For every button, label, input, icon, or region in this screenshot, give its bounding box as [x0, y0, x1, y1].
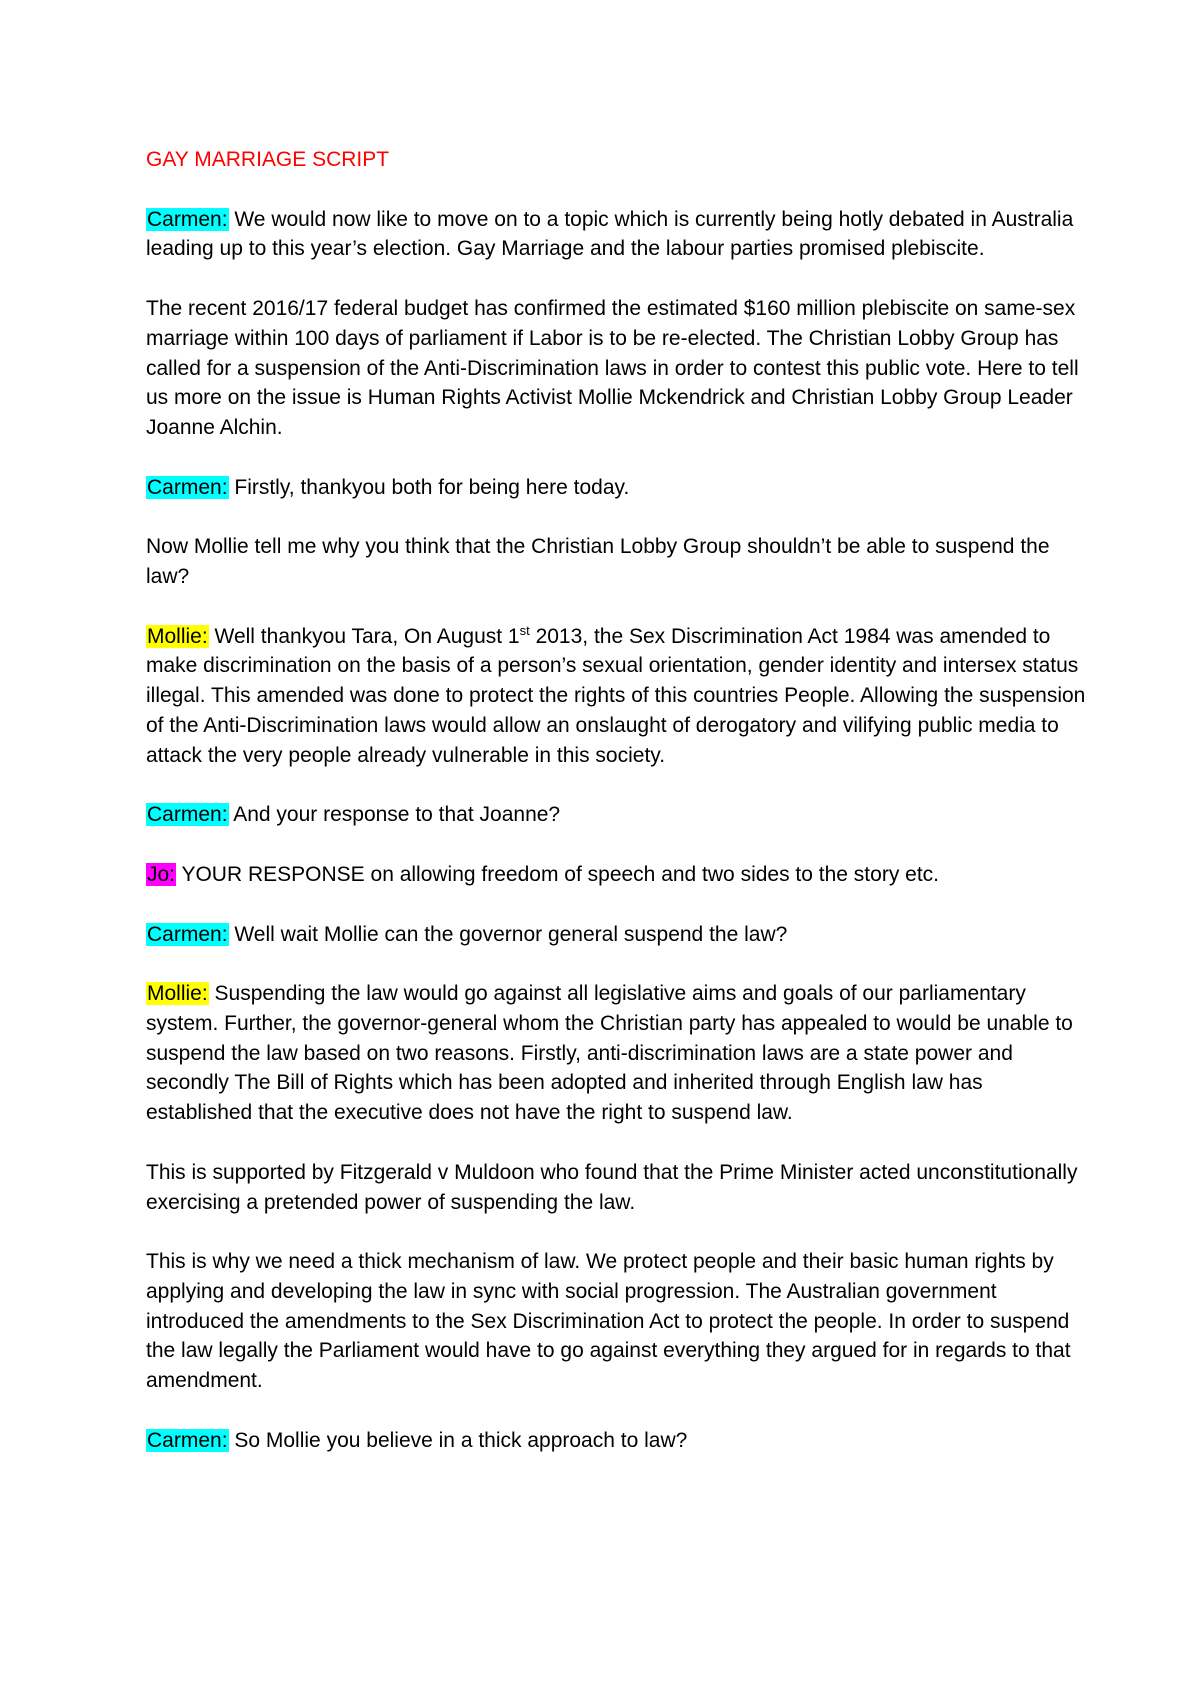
paragraph-10: This is supported by Fitzgerald v Muldoon who found that the Prime Minister acted unconstitutionally exercising a pretended power of suspending the law. [146, 1160, 1078, 1214]
paragraph-text: Well thankyou Tara, On August 1 [208, 624, 520, 648]
paragraph-text: Suspending the law would go against all legislative aims and goals of our parliamentary system. Further, the governor-general whom the Christian party has appealed to would be unable to suspend the law based on two reasons. Firstly, anti-discrimination laws are a state power and secondly The Bill of Rights which has been adopted and inherited through English law has established that the executive does not have the right to suspend law. [146, 982, 1073, 1125]
paragraph-text: So Mollie you believe in a thick approach to law? [228, 1428, 688, 1452]
paragraph-text: Well wait Mollie can the governor general suspend the law? [228, 922, 788, 946]
paragraph-4: Now Mollie tell me why you think that the Christian Lobby Group shouldn’t be able to suspend the law? [146, 535, 1050, 589]
paragraph-9 [146, 979, 1086, 1128]
paragraph-1 [146, 205, 1086, 264]
document-title: GAY MARRIAGE SCRIPT [146, 148, 390, 171]
speaker-label-carmen: Carmen: [147, 803, 228, 827]
speaker-label-carmen: Carmen: [147, 475, 228, 499]
speaker-label-carmen: Carmen: [147, 1428, 228, 1452]
ordinal-suffix: st [519, 622, 530, 638]
paragraph-5 [146, 622, 1086, 771]
paragraph-3 [146, 473, 1086, 503]
paragraph-text: And your response to that Joanne? [228, 803, 561, 827]
paragraph-text: 2013, the Sex Discrimination Act 1984 was amended to make discrimination on the basis of a person’s sexual orientation, gender identity and intersex status illegal. This amended was done to protect the rights of this countries People. Allowing the suspension of the Anti-Discrimination laws would allow an onslaught of derogatory and vilifying public media to attack the very people already vulnerable in this society. [146, 624, 1086, 767]
speaker-label-mollie: Mollie: [147, 624, 208, 648]
paragraph-text: Firstly, thankyou both for being here today. [228, 475, 630, 499]
paragraph-7 [146, 860, 1086, 890]
paragraph-text: We would now like to move on to a topic which is currently being hotly debated in Australia leading up to this year’s election. Gay Marriage and the labour parties promised plebiscite. [146, 207, 1074, 261]
speaker-label-mollie: Mollie: [147, 982, 208, 1006]
speaker-label-jo: Jo: [147, 862, 176, 886]
speaker-label-carmen: Carmen: [147, 207, 228, 231]
paragraph-12 [146, 1426, 1086, 1456]
paragraph-8 [146, 920, 1086, 950]
paragraph-text: YOUR RESPONSE on allowing freedom of speech and two sides to the story etc. [176, 862, 939, 886]
speaker-label-carmen: Carmen: [147, 922, 228, 946]
paragraph-11: This is why we need a thick mechanism of law. We protect people and their basic human rights by applying and developing the law in sync with social progression. The Australian government introduced the amendments to the Sex Discrimination Act to protect the people. In order to suspend the law legally the Parliament would have to go against everything they argued for in regards to that amendment. [146, 1250, 1071, 1393]
document-page [146, 145, 1086, 1486]
paragraph-2: The recent 2016/17 federal budget has confirmed the estimated $160 million plebiscite on same-sex marriage within 100 days of parliament if Labor is to be re-elected. The Christian Lobby Group has called for a suspension of the Anti-Discrimination laws in order to contest this public vote. Here to tell us more on the issue is Human Rights Activist Mollie Mckendrick and Christian Lobby Group Leader Joanne Alchin. [146, 297, 1079, 439]
paragraph-6 [146, 800, 1086, 830]
